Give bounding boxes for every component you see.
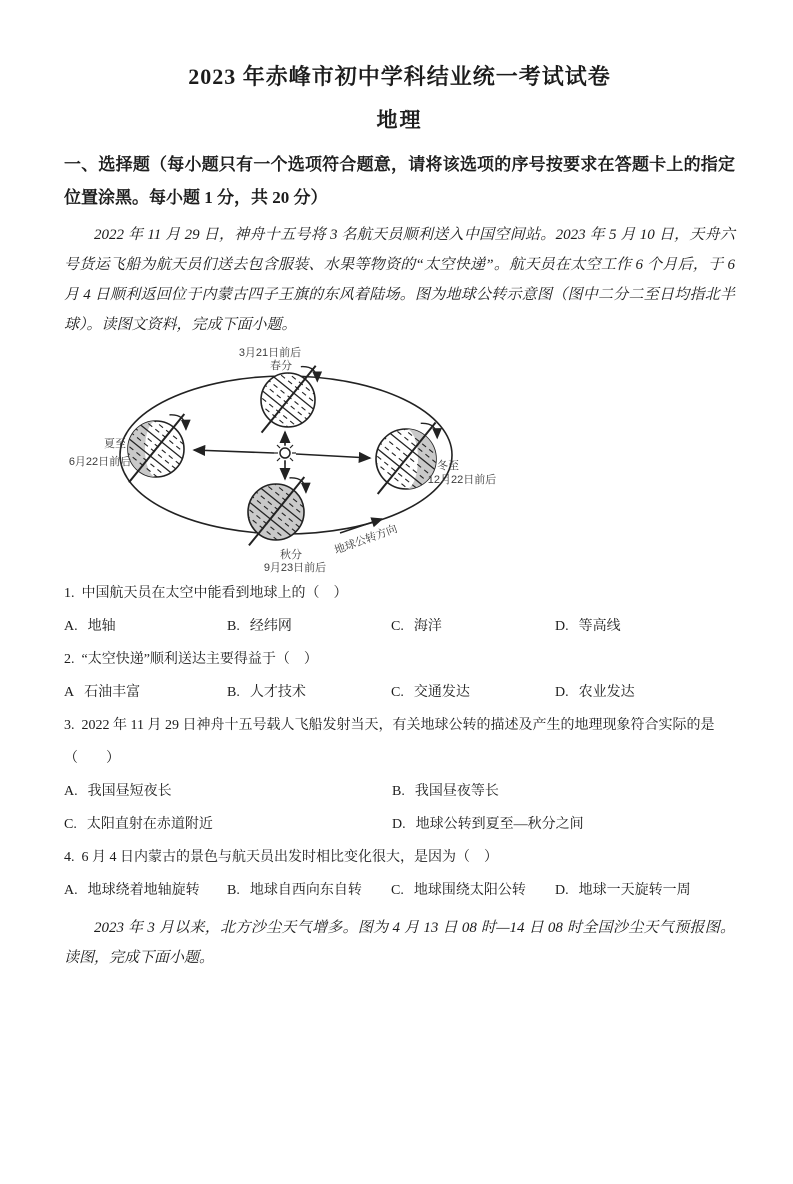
- page: [0, 62, 793, 1184]
- option-c: C. 地球围绕太阳公转: [391, 883, 526, 898]
- question-number: 4.: [64, 850, 75, 865]
- option-a: A. 地球绕着地轴旋转: [64, 883, 200, 898]
- option-d: D. 地球公转到夏至—秋分之间: [392, 817, 584, 832]
- subject-title: 地理: [376, 108, 423, 132]
- option-b: B. 我国昼夜等长: [392, 784, 499, 799]
- question-text: 2. “太空快递”顺利送达主要得益于（ ）: [64, 652, 318, 667]
- revolution-direction-label: 地球公转方向: [332, 522, 400, 557]
- passage-1: 2022 年 11 月 29 日，神舟十五号将 3 名航天员顺利送入中国空间站。2023 年 5 月 10 日，天舟六号货运飞船为航天员们送去包含服装、水果等物资的“太空快递”。航天员在太空工作 6 个月后，于 6 月 4 日顺利返回位于内蒙古四子王旗的东风着陆场。图为地球公转示意图（图中二分二至日均指北半球）。读图文资料，完成下面小题。: [64, 227, 735, 333]
- question-text: 3. 2022 年 11 月 29 日神舟十五号载人飞船发射当天，有关地球公转的描述及产生的地理现象符合实际的是: [64, 718, 715, 733]
- option-a: A 石油丰富: [64, 685, 141, 700]
- spring-label: 春分: [270, 360, 292, 372]
- page-title: 2023 年赤峰市初中学科结业统一考试试卷: [188, 64, 611, 89]
- option-c: C. 交通发达: [391, 685, 470, 700]
- question-3: [64, 709, 735, 841]
- option-c: C. 海洋: [391, 619, 442, 634]
- option-a: A. 地轴: [64, 619, 116, 634]
- options-row: [64, 676, 735, 709]
- question-2: [64, 643, 735, 709]
- question-text: 4. 6 月 4 日内蒙古的景色与航天员出发时相比变化很大，是因为（ ）: [64, 850, 498, 865]
- options-row: [64, 775, 735, 808]
- sun-icon: [274, 442, 296, 464]
- options-row: [64, 808, 735, 841]
- autumn-date-label: 9月23日前后: [263, 562, 327, 574]
- option-a: A. 我国昼短夜长: [64, 784, 172, 799]
- exam-paper-page: [0, 62, 793, 973]
- option-d: D. 地球一天旋转一周: [555, 883, 691, 898]
- option-c: C. 太阳直射在赤道附近: [64, 817, 213, 832]
- question-number: 2.: [64, 652, 75, 667]
- summer-date-label: 6月22日前后: [68, 456, 132, 468]
- question-4: [64, 841, 735, 907]
- question-number: 3.: [64, 718, 75, 733]
- summer-label: 夏至: [104, 438, 126, 450]
- option-b: B. 地球自西向东自转: [227, 883, 362, 898]
- section-header: 一、选择题（每小题只有一个选项符合题意，请将该选项的序号按要求在答题卡上的指定位置涂黑。每小题 1 分，共 20 分）: [64, 155, 735, 207]
- autumn-label: 秋分: [280, 549, 302, 561]
- earth-revolution-svg: [62, 342, 502, 577]
- option-b: B. 经纬网: [227, 619, 292, 634]
- winter-date-label: 12月22日前后: [427, 474, 497, 486]
- earth-revolution-diagram: [64, 342, 735, 577]
- question-1: [64, 577, 735, 643]
- option-d: D. 农业发达: [555, 685, 635, 700]
- question-text-continued: （ ）: [64, 751, 120, 766]
- options-row: [64, 610, 735, 643]
- options-row: [64, 874, 735, 907]
- spring-date-label: 3月21日前后: [238, 347, 302, 359]
- question-number: 1.: [64, 586, 75, 601]
- earth-globe-autumn: [225, 458, 329, 565]
- option-d: D. 等高线: [555, 619, 621, 634]
- passage-2: 2023 年 3 月以来，北方沙尘天气增多。图为 4 月 13 日 08 时—14 日 08 时全国沙尘天气预报图。读图，完成下面小题。: [64, 920, 735, 966]
- option-b: B. 人才技术: [227, 685, 306, 700]
- winter-label: 冬至: [437, 460, 459, 472]
- question-text: 1. 中国航天员在太空中能看到地球上的（ ）: [64, 586, 348, 601]
